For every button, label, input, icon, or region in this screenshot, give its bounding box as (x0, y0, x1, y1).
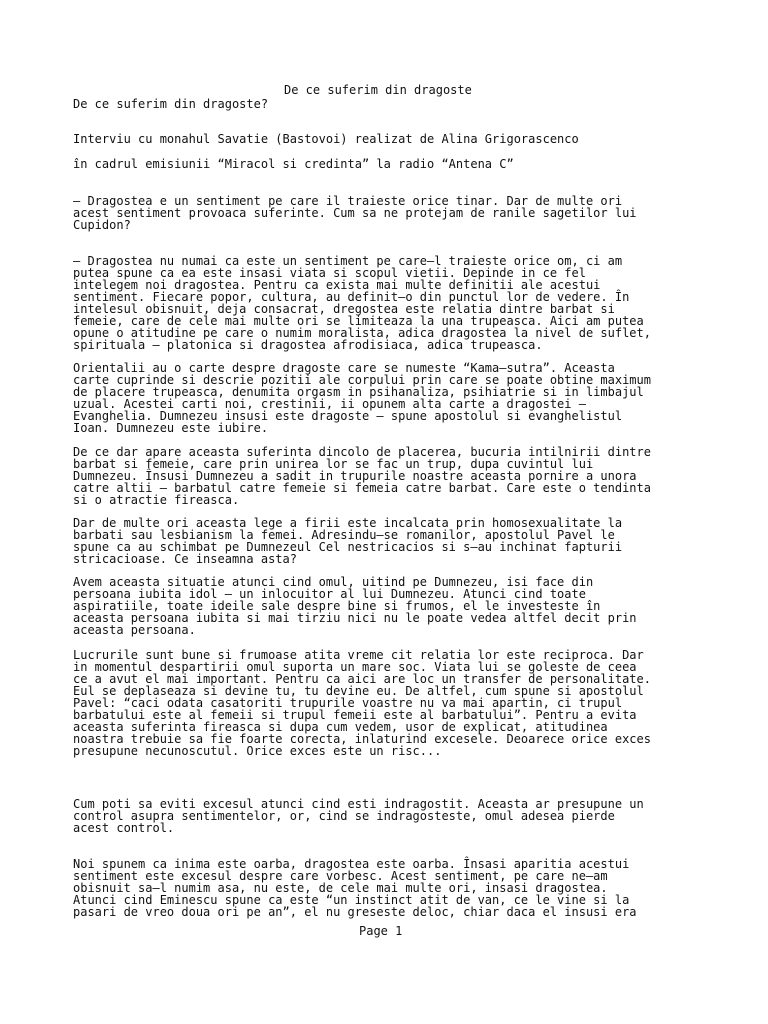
text-line: spune ca au schimbat pe Dumnezeul Cel nestricacios si s–au inchinat fapturii (73, 540, 623, 554)
text-line: si o atractie fireasca. (73, 493, 240, 507)
text-line: catre altii – barbatul catre femeie si femeia catre barbat. Care este o tendinta (73, 481, 651, 495)
body-paragraph (73, 446, 723, 506)
text-line: Eul se deplaseaza si devine tu, tu devine eu. De altfel, cum spune si apostolul (73, 684, 644, 698)
text-line: aceasta suferinta fireasca si dupa cum vedem, usor de explicat, atitudinea (73, 720, 608, 734)
text-line: – Dragostea nu numai ca este un sentiment pe care–l traieste orice om, ci am (73, 254, 623, 268)
text-line: noastra trebuie sa fie foarte corecta, inlaturind excesele. Deoarece orice exces (73, 732, 651, 746)
text-line: obisnuit sa–l numim asa, nu este, de cele mai multe ori, insasi dragostea. (73, 881, 608, 895)
text-line: barbatului este al femeii si trupul femeii este al barbatului”. Pentru a evita (73, 708, 637, 722)
text-line: aspiratiile, toate ideile sale despre bine si frumos, el le investeste în (73, 599, 601, 613)
text-line: Atunci cind Eminescu spune ca este “un instinct atit de van, ce le vine si la (73, 893, 630, 907)
text-line: în cadrul emisiunii “Miracol si credinta” la radio “Antena C” (73, 157, 514, 171)
text-line: carte cuprinde si descrie pozitii ale corpului prin care se poate obtine maximum (73, 373, 651, 387)
text-line: Cum poti sa eviti excesul atunci cind esti indragostit. Aceasta ar presupune un (73, 797, 644, 811)
text-line: putea spune ca ea este insasi viata si scopul vietii. Depinde in ce fel (73, 266, 586, 280)
body-paragraph (73, 858, 723, 918)
text-line: Ioan. Dumnezeu este iubire. (73, 421, 269, 435)
text-line: in momentul despartirii omul suporta un mare soc. Viata lui se goleste de ceea (73, 660, 637, 674)
text-line: Noi spunem ca inima este oarba, dragostea este oarba. Însasi aparitia acestui (73, 857, 630, 871)
body-paragraph (73, 362, 723, 434)
interview-credit (73, 133, 723, 145)
text-line: presupune necunoscutul. Orice exces este un risc... (73, 744, 442, 758)
text-line: Avem aceasta situatie atunci cind omul, uitind pe Dumnezeu, isi face din (73, 575, 594, 589)
text-line: Dar de multe ori aceasta lege a firii este incalcata prin homosexualitate la (73, 516, 623, 530)
text-line: barbati sau lesbianism la femei. Adresindu–se romanilor, apostolul Pavel le (73, 528, 615, 542)
text-line: intelesul obisnuit, deja consacrat, dregostea este relatia dintre barbat si (73, 302, 615, 316)
body-paragraph (73, 576, 723, 636)
document-header-title: De ce suferim din dragoste (284, 83, 472, 97)
text-line: De ce suferim din dragoste? (73, 97, 269, 111)
broadcast-credit (73, 158, 723, 170)
text-line: stricacioase. Ce inseamna asta? (73, 552, 297, 566)
text-line: Lucrurile sunt bune si frumoase atita vreme cit relatia lor este reciproca. Dar (73, 648, 644, 662)
text-line: – Dragostea e un sentiment pe care il traieste orice tinar. Dar de multe ori (73, 194, 623, 208)
text-line: Orientalii au o carte despre dragoste care se numeste “Kama–sutra”. Aceasta (73, 361, 615, 375)
text-line: Pavel: “caci odata casatoriti trupurile voastre nu va mai apartin, ci trupul (73, 696, 623, 710)
text-line: femeie, care de cele mai multe ori se limiteaza la una trupeasca. Aici am putea (73, 314, 644, 328)
text-line: ce a avut el mai important. Pentru ca aici are loc un transfer de personalitate. (73, 672, 651, 686)
question-paragraph (73, 195, 723, 231)
text-line: Interviu cu monahul Savatie (Bastovoi) realizat de Alina Grigorascenco (73, 132, 579, 146)
text-line: aceasta persoana. (73, 623, 196, 637)
text-line: sentiment. Fiecare popor, cultura, au definit–o din punctul lor de vedere. În (73, 290, 630, 304)
text-line: aceasta persoana iubita si mai tirziu nici nu le poate vedea altfel decit prin (73, 611, 637, 625)
text-line: barbat si femeie, care prin unirea lor se fac un trup, dupa cuvintul lui (73, 457, 594, 471)
text-line: acest control. (73, 821, 175, 835)
text-line: acest sentiment provoaca suferinte. Cum sa ne protejam de ranile sagetilor lui (73, 206, 637, 220)
text-line: spirituala – platonica si dragostea afrodisiaca, adica trupeasca. (73, 338, 543, 352)
document-title (73, 98, 723, 110)
text-line: Dumnezeu. Însusi Dumnezeu a sadit in trupurile noastre aceasta pornire a unora (73, 469, 637, 483)
text-line: control asupra sentimentelor, or, cind se indragosteste, omul adesea pierde (73, 809, 615, 823)
text-line: pasari de vreo doua ori pe an”, el nu greseste deloc, chiar daca el insusi era (73, 905, 637, 919)
body-paragraph (73, 649, 723, 757)
text-line: De ce dar apare aceasta suferinta dincolo de placerea, bucuria intilnirii dintre (73, 445, 651, 459)
body-paragraph (73, 255, 723, 351)
text-line: Cupidon? (73, 218, 131, 232)
text-line: intelegem noi dragostea. Pentru ca exista mai multe definitii ale acestui (73, 278, 601, 292)
text-line: opune o atitudine pe care o numim moralista, adica dragostea la nivel de suflet, (73, 326, 651, 340)
text-line: de placere trupeasca, denumita orgasm in psihanaliza, psihiatrie si in limbajul (73, 385, 644, 399)
text-line: uzual. Acestei carti noi, crestinii, ii opunem alta carte a dragostei – (73, 397, 586, 411)
text-line: sentiment este excesul despre care vorbesc. Acest sentiment, pe care ne–am (73, 869, 608, 883)
body-paragraph (73, 798, 723, 834)
text-line: Evanghelia. Dumnezeu insusi este dragoste – spune apostolul si evanghelistul (73, 409, 623, 423)
page-number: Page 1 (359, 924, 403, 938)
text-line: persoana iubita idol – un inlocuitor al lui Dumnezeu. Atunci cind toate (73, 587, 586, 601)
body-paragraph (73, 517, 723, 565)
